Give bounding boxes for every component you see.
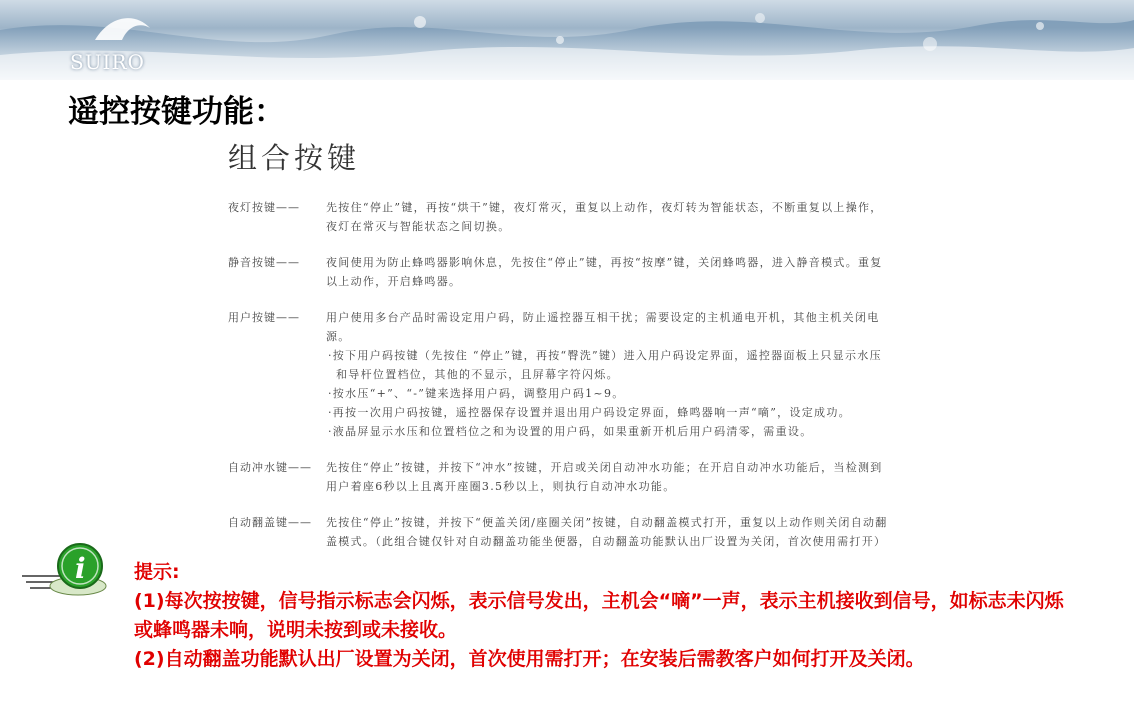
entry-name: 用户按键—— <box>228 311 300 324</box>
entry-name: 自动冲水键—— <box>228 461 312 474</box>
entry-bullet: ·按下用户码按键（先按住 “停止”键，再按“臀洗”键）进入用户码设定界面，遥控器面板上只显示水压和导杆位置档位，其他的不显示，且屏幕字符闪烁。 <box>328 349 882 381</box>
entry-mute <box>228 253 893 291</box>
entry-line: 用户使用多台产品时需设定用户码，防止遥控器互相干扰；需要设定的主机通电开机，其他主机关闭电源。 <box>326 311 880 343</box>
section-title: 组合按键 <box>228 141 361 175</box>
page-title: 遥控按键功能： <box>68 94 285 130</box>
entry-line: 先按住“停止”按键，并按下“便盖关闭/座圈关闭”按键，自动翻盖模式打开，重复以上动作则关闭自动翻盖模式。（此组合键仅针对自动翻盖功能坐便器，自动翻盖功能默认出厂设置为关闭，首次使用需打开） <box>326 516 888 548</box>
tip-paragraph-1: (1)每次按按键，信号指示标志会闪烁，表示信号发出，主机会“嘀”一声，表示主机接收到信号，如标志未闪烁或蜂鸣器未响，说明未按到或未接收。 <box>134 590 1064 641</box>
entry-body <box>326 513 893 551</box>
svg-text:i: i <box>75 552 86 585</box>
water-splash-image <box>0 0 1134 80</box>
entry-bullet: ·按水压“+”、“-”键来选择用户码，调整用户码1~9。 <box>328 387 625 400</box>
info-icon <box>20 538 120 602</box>
entry-line: 先按住“停止”键，再按“烘干”键，夜灯常灭，重复以上动作，夜灯转为智能状态，不断重复以上操作，夜灯在常灭与智能状态之间切换。 <box>326 201 883 233</box>
entry-bullet: ·液晶屏显示水压和位置档位之和为设置的用户码，如果重新开机后用户码清零，需重设。 <box>328 425 813 438</box>
entry-body <box>326 308 893 441</box>
brand-logo: SUIRO <box>70 50 145 74</box>
tip-heading: 提示: <box>134 561 180 583</box>
entry-body <box>326 198 893 236</box>
entry-body <box>326 458 893 496</box>
header-banner <box>0 0 1134 80</box>
key-combination-list <box>228 198 893 568</box>
entry-bullet: ·再按一次用户码按键，遥控器保存设置并退出用户码设定界面，蜂鸣器响一声“嘀”，设定成功。 <box>328 406 851 419</box>
entry-night-light <box>228 198 893 236</box>
entry-name: 夜灯按键—— <box>228 201 300 214</box>
entry-auto-lid <box>228 513 893 551</box>
entry-name: 自动翻盖键—— <box>228 516 312 529</box>
entry-user <box>228 308 893 441</box>
entry-body <box>326 253 893 291</box>
tip-box <box>134 558 1074 674</box>
entry-line: 夜间使用为防止蜂鸣器影响休息，先按住“停止”键，再按“按摩”键，关闭蜂鸣器，进入静音模式。重复以上动作，开启蜂鸣器。 <box>326 256 883 288</box>
tip-paragraph-2: (2)自动翻盖功能默认出厂设置为关闭，首次使用需打开；在安装后需教客户如何打开及关闭。 <box>134 648 925 670</box>
entry-name: 静音按键—— <box>228 256 300 269</box>
entry-auto-flush <box>228 458 893 496</box>
entry-line: 先按住“停止”按键，并按下“冲水”按键，开启或关闭自动冲水功能；在开启自动冲水功能后，当检测到用户着座6秒以上且离开座圈3.5秒以上，则执行自动冲水功能。 <box>326 461 883 493</box>
